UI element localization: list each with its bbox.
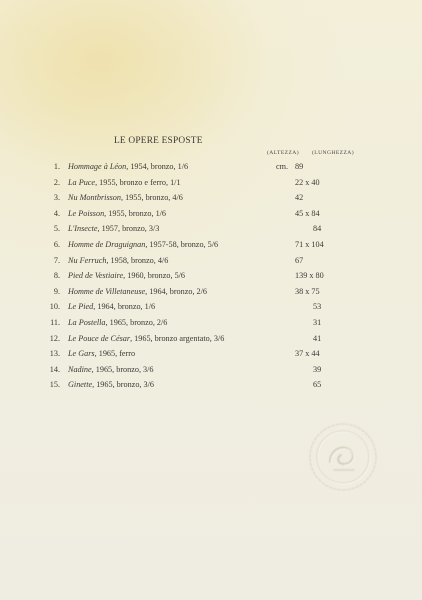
work-title: Nu Ferruch	[68, 255, 107, 265]
item-number: 8.	[53, 271, 60, 281]
item-number: 14.	[49, 364, 60, 374]
item-description	[68, 206, 166, 222]
item-number: 10.	[49, 302, 60, 312]
work-title: Homme de Villetaneuse	[68, 286, 146, 296]
item-description	[68, 268, 185, 284]
work-details: , 1965, bronzo, 3/6	[91, 364, 154, 374]
column-header-length: (LUNGHEZZA)	[312, 150, 354, 156]
item-description	[68, 377, 154, 393]
work-details: , 1965, bronzo, 3/6	[92, 380, 154, 390]
item-description	[68, 253, 168, 269]
item-description	[68, 284, 207, 300]
item-number: 5.	[53, 224, 60, 234]
work-details: , 1960, bronzo, 5/6	[123, 271, 186, 281]
list-item	[0, 315, 422, 331]
item-description	[68, 331, 224, 347]
item-number: 13.	[49, 349, 60, 359]
work-details: , 1955, bronzo, 4/6	[121, 193, 183, 203]
item-number: 15.	[49, 380, 60, 390]
item-dimensions: 38 x 75	[295, 286, 320, 296]
list-item	[0, 331, 422, 347]
item-dimensions: 53	[313, 302, 322, 312]
list-item	[0, 159, 422, 175]
list-item	[0, 268, 422, 284]
item-description	[68, 190, 183, 206]
item-dimensions: 45 x 84	[295, 208, 320, 218]
item-dimensions: 71 x 104	[295, 239, 324, 249]
work-title: Ginette	[68, 380, 93, 390]
work-title: La Postella	[68, 317, 106, 327]
work-details: , 1965, ferro	[94, 349, 136, 359]
embossed-seal-icon	[306, 420, 380, 494]
work-details: , 1964, bronzo, 2/6	[145, 286, 208, 296]
item-number: 3.	[53, 193, 60, 203]
list-item	[0, 190, 422, 206]
item-number: 11.	[50, 317, 60, 327]
work-title: Nadine	[68, 364, 92, 374]
work-details: , 1954, bronzo, 1/6	[126, 162, 189, 171]
work-details: , 1957, bronzo, 3/3	[97, 224, 160, 234]
list-item	[0, 377, 422, 393]
work-title: Le Gars	[68, 349, 95, 359]
work-title: Hommage à Léon	[68, 162, 127, 171]
item-dimensions: 65	[313, 380, 322, 390]
unit-label: cm.	[276, 162, 289, 171]
works-list	[0, 159, 422, 393]
item-description	[68, 221, 159, 237]
item-description	[68, 237, 218, 253]
work-title: Le Pied	[68, 302, 94, 312]
item-number: 9.	[53, 286, 60, 296]
item-number: 1.	[53, 162, 60, 171]
list-item	[0, 206, 422, 222]
item-description	[68, 299, 155, 315]
item-dimensions: 139 x 80	[295, 271, 324, 281]
list-item	[0, 253, 422, 269]
item-number: 2.	[53, 177, 60, 187]
work-title: Homme de Draguignan	[68, 239, 146, 249]
item-dimensions: 84	[313, 224, 322, 234]
item-description	[68, 159, 188, 175]
list-item	[0, 237, 422, 253]
work-details: , 1964, bronzo, 1/6	[93, 302, 156, 312]
item-dimensions: 42	[295, 193, 304, 203]
work-details: , 1965, bronzo, 2/6	[105, 317, 168, 327]
work-title: La Puce	[68, 177, 96, 187]
list-item	[0, 221, 422, 237]
list-item	[0, 175, 422, 191]
item-dimensions: 41	[313, 333, 322, 343]
work-title: L'Insecte	[68, 224, 98, 234]
item-number: 6.	[53, 239, 60, 249]
item-dimensions: 22 x 40	[295, 177, 320, 187]
list-item	[0, 284, 422, 300]
item-description	[68, 346, 135, 362]
item-dimensions: 37 x 44	[295, 349, 320, 359]
page-title: LE OPERE ESPOSTE	[114, 136, 203, 146]
item-description	[68, 362, 154, 378]
column-header-height: (ALTEZZA)	[267, 150, 299, 156]
work-details: , 1958, bronzo, 4/6	[106, 255, 169, 265]
item-number: 12.	[49, 333, 60, 343]
work-title: Nu Montbrisson	[68, 193, 121, 203]
work-details: , 1955, bronzo e ferro, 1/1	[95, 177, 181, 187]
item-number: 4.	[53, 208, 60, 218]
item-number: 7.	[53, 255, 60, 265]
work-details: , 1955, bronzo, 1/6	[104, 208, 167, 218]
work-details: , 1965, bronzo argentato, 3/6	[130, 333, 225, 343]
work-title: Pied de Vestiaire	[68, 271, 124, 281]
list-item	[0, 362, 422, 378]
item-dimensions: 39	[313, 364, 322, 374]
item-dimensions: 67	[295, 255, 304, 265]
item-dimensions: 89	[295, 162, 304, 171]
list-item	[0, 299, 422, 315]
item-dimensions: 31	[313, 317, 322, 327]
work-title: Le Pouce de César	[68, 333, 131, 343]
work-title: Le Poisson	[68, 208, 105, 218]
list-item	[0, 346, 422, 362]
work-details: , 1957-58, bronzo, 5/6	[145, 239, 219, 249]
item-description	[68, 175, 181, 191]
item-description	[68, 315, 167, 331]
